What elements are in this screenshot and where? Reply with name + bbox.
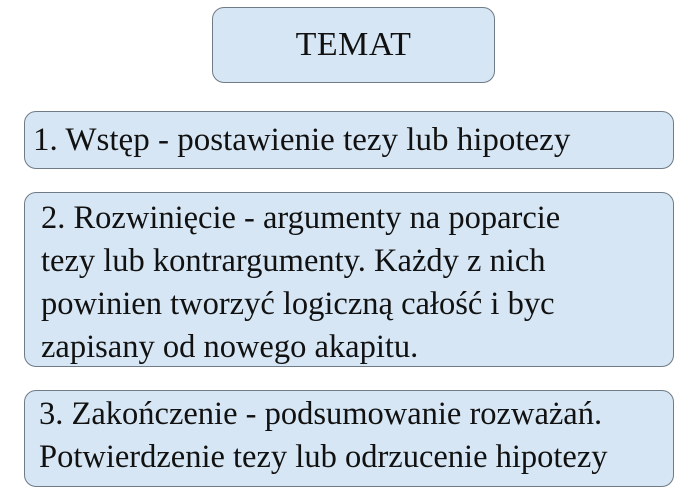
section-development-line: 2. Rozwinięcie - argumenty na poparcie (41, 200, 561, 236)
section-development-box (24, 192, 674, 367)
section-introduction-box (24, 111, 674, 169)
section-introduction-text: 1. Wstęp - postawienie tezy lub hipotezy (33, 121, 571, 158)
section-conclusion-line: 3. Zakończenie - podsumowanie rozważań. (39, 396, 603, 432)
section-conclusion-box (24, 390, 674, 487)
section-conclusion-line: Potwierdzenie tezy lub odrzucenie hipotezy (39, 439, 608, 475)
section-development-line: zapisany od nowego akapitu. (41, 329, 419, 365)
topic-box (212, 7, 495, 83)
topic-title: TEMAT (295, 26, 412, 63)
section-development-line: tezy lub kontrargumenty. Każdy z nich (41, 243, 546, 279)
section-development-line: powinien tworzyć logiczną całość i byc (41, 286, 555, 322)
